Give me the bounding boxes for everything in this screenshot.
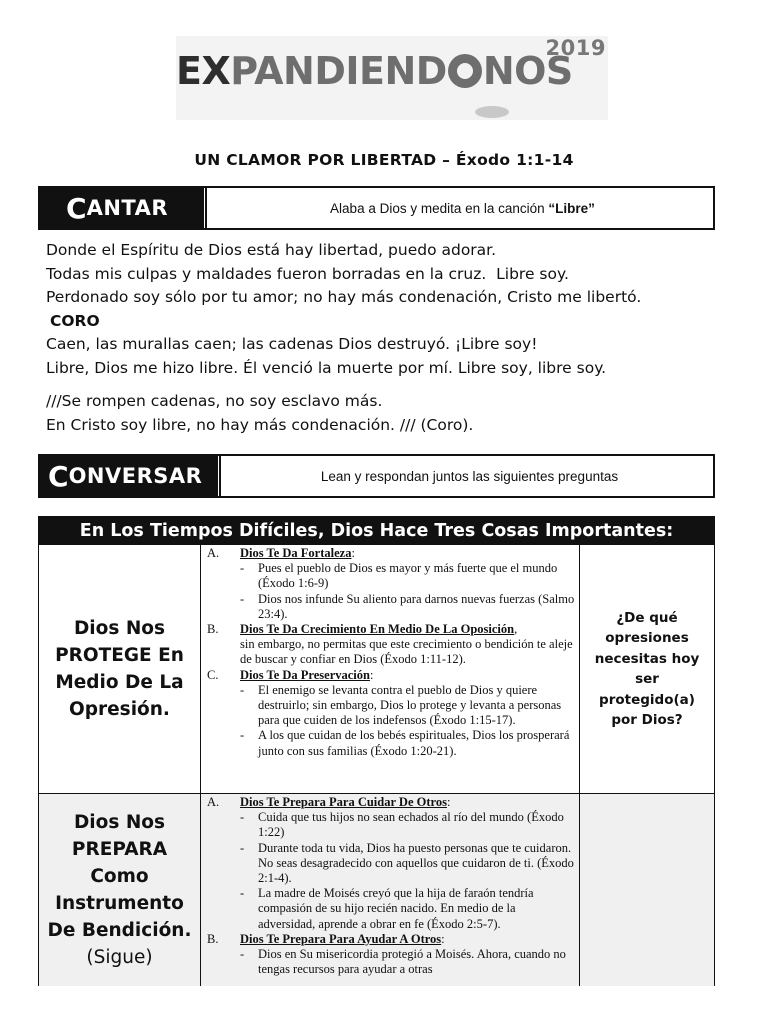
list-item: - Dios nos infunde Su aliento para darnos nuevas fuerzas (Salmo 23:4).: [240, 591, 575, 621]
list-item: B. Dios Te Da Crecimiento En Medio De La Oposición,: [207, 622, 518, 637]
chorus-label: CORO: [50, 311, 100, 330]
table-row: [39, 544, 714, 793]
row-heading-text: Dios Nos PREPARA Como Instrumento De Bendición.: [47, 812, 192, 941]
list-item: - El enemigo se levanta contra el pueblo de Dios y quiere destruirlo; sin embargo, Dios lo protege y levanta a personas para que cuiden de los indefensos (Éxodo 1:15-17).: [240, 682, 562, 728]
conversar-label: [40, 456, 222, 496]
cantar-label-rest: ANTAR: [86, 196, 169, 220]
cantar-label: [40, 188, 208, 228]
logo-year: 2019: [545, 36, 606, 60]
cantar-section-bar: [38, 186, 715, 230]
lyric-line: En Cristo soy libre, no hay más condenación. /// (Coro).: [46, 415, 474, 434]
list-item: - Durante toda tu vida, Dios ha puesto personas que te cuidaron. No seas desagradecido con aquellos que cuidaron de ti. (Éxodo 2:1-4).: [240, 840, 574, 886]
logo-word-part2: PANDIEND: [230, 49, 447, 93]
lyric-line: Caen, las murallas caen; las cadenas Dios destruyó. ¡Libre soy!: [46, 335, 538, 353]
page-title: UN CLAMOR POR LIBERTAD – Éxodo 1:1-14: [194, 151, 574, 169]
list-item: B. Dios Te Prepara Para Ayudar A Otros:: [207, 931, 445, 946]
row-content: A. Dios Te Da Fortaleza: - Pues el pueblo de Dios es mayor y más fuerte que el mundo (Éxodo 1:6-9) - Dios nos infunde Su aliento para darnos nuevas fuerzas (Salmo 23:4). B. Dios Te Da Crecimiento En Medio De La Oposición, sin embargo, no permitas que este crecimiento o bendición te aleje de buscar y confiar en Dios (Éxodo 1:11-12). C. Dios Te Da Preservación: - El enemigo se levanta contra el pueblo de Dios y quiere destruirlo; sin embargo, Dios lo protege y levanta a personas para que cuiden de los indefensos (Éxodo 1:15-17). - A los que cuidan de los bebés espirituales, Dios los prosperará junto con sus familias (Éxodo 1:20-21).: [201, 545, 580, 793]
list-item: - Dios en Su misericordia protegió a Moisés. Ahora, cuando no tengas recursos para ayudar a otras: [240, 947, 566, 977]
lyric-line: ///Se rompen cadenas, no soy esclavo más.: [46, 392, 383, 410]
cantar-label-initial: C: [66, 191, 87, 225]
location-pin-icon: [448, 54, 482, 88]
row-heading: [39, 794, 201, 986]
list-item: A. Dios Te Prepara Para Cuidar De Otros:: [207, 795, 451, 809]
cantar-description: [212, 188, 713, 228]
row-heading: [39, 545, 201, 793]
conversar-label-initial: C: [48, 459, 69, 493]
table-row: [39, 793, 714, 986]
reflection-question-empty: [580, 794, 714, 986]
lyric-line: Perdonado soy sólo por tu amor; no hay más condenación, Cristo me libertó.: [46, 288, 642, 306]
row-content: [201, 794, 580, 986]
list-item: - A los que cuidan de los bebés espirituales, Dios los prosperará junto con sus familias (Éxodo 1:20-21).: [240, 728, 570, 758]
lyric-line: Libre, Dios me hizo libre. Él venció la muerte por mí. Libre soy, libre soy.: [46, 358, 607, 377]
lyric-line: Todas mis culpas y maldades fueron borradas en la cruz. Libre soy.: [46, 264, 569, 283]
table-header: En Los Tiempos Difíciles, Dios Hace Tres Cosas Importantes:: [39, 517, 714, 544]
conversar-label-rest: ONVERSAR: [68, 464, 203, 488]
cantar-song-title: “Libre”: [548, 200, 595, 216]
cantar-desc-text: Alaba a Dios y medita en la canción: [330, 200, 549, 216]
lyric-line: Donde el Espíritu de Dios está hay libertad, puedo adorar.: [46, 241, 497, 259]
logo-word-part1: EX: [176, 49, 231, 93]
conversar-section-bar: [38, 454, 715, 498]
list-item: - La madre de Moisés creyó que la hija de faraón tendría compasión de su hijo recién nacido. En medio de la adversidad, aprende a obrar en fe (Éxodo 2:5-7).: [240, 886, 534, 931]
list-item: C. Dios Te Da Preservación:: [207, 667, 374, 682]
discussion-table: [38, 516, 715, 986]
song-lyrics: [46, 239, 726, 437]
pin-shadow-icon: [475, 106, 509, 118]
row-heading-text: Dios Nos PROTEGE En Medio De La Opresión.: [55, 618, 184, 720]
logo: [176, 36, 608, 120]
conversar-description: Lean y respondan juntos las siguientes preguntas: [320, 468, 619, 484]
logo-wordmark: [176, 49, 573, 93]
reflection-question: ¿De qué opresiones necesitas hoy ser protegido(a) por Dios?: [594, 609, 700, 728]
continues-label: (Sigue): [86, 947, 153, 968]
list-item: - Cuida que tus hijos no sean echados al río del mundo (Éxodo 1:22): [240, 810, 564, 840]
logo-word-part3: NOS: [482, 49, 573, 93]
list-item: - Pues el pueblo de Dios es mayor y más fuerte que el mundo (Éxodo 1:6-9): [240, 561, 558, 591]
list-item: A. Dios Te Da Fortaleza:: [207, 546, 355, 560]
